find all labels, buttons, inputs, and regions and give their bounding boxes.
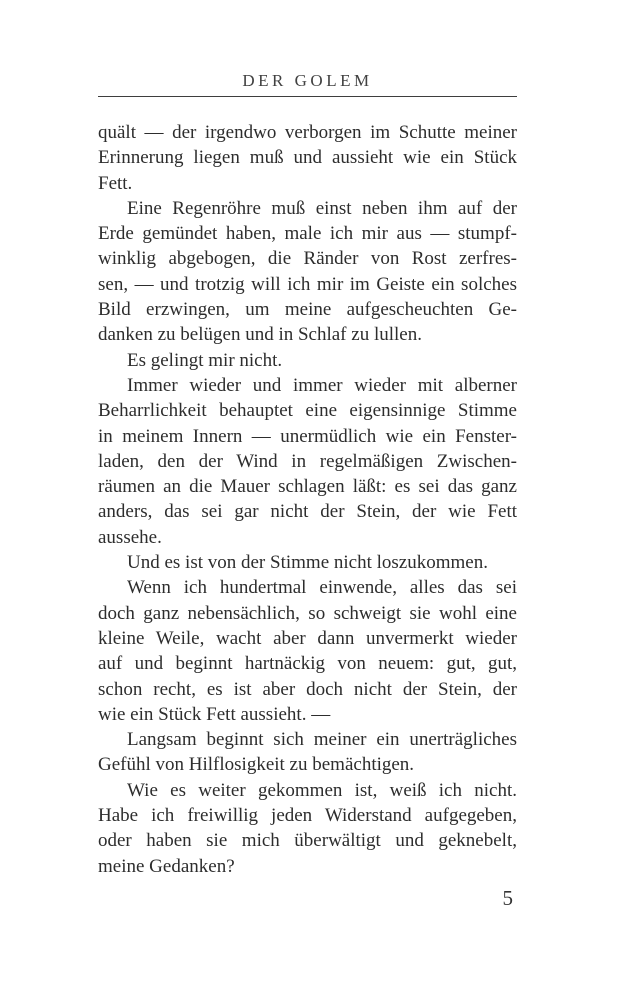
text-line: Immer wieder und immer wieder mit alberner xyxy=(127,374,517,396)
text-line: Bild erzwingen, um meine aufgescheuchten Ge- xyxy=(98,299,517,321)
text-line: quält — der irgendwo verborgen im Schutte meiner xyxy=(98,122,517,143)
text-line: Beharrlichkeit behauptet eine eigensinnige Stimme xyxy=(98,400,517,422)
text-line: Erinnerung liegen muß und aussieht wie ein Stück xyxy=(98,147,517,169)
text-line: meine Gedanken? xyxy=(98,855,235,877)
paragraph xyxy=(98,778,517,879)
text-line: laden, den der Wind in regelmäßigen Zwischen- xyxy=(98,450,517,472)
text-line: Gefühl von Hilflosigkeit zu bemächtigen. xyxy=(98,754,415,776)
text-line: Langsam beginnt sich meiner ein unerträgliches xyxy=(127,729,517,751)
text-line: danken zu belügen und in Schlaf zu lullen. xyxy=(98,324,422,346)
text-line: sen, — und trotzig will ich mir im Geiste ein solches xyxy=(98,273,517,295)
text-line: Habe ich freiwillig jeden Widerstand aufgegeben, xyxy=(98,805,517,827)
text-line: winklig abgebogen, die Ränder von Rost zerfres- xyxy=(98,248,517,270)
text-line: schon recht, es ist aber doch nicht der Stein, der xyxy=(98,678,517,700)
text-line: Wenn ich hundertmal einwende, alles das sei xyxy=(127,577,517,599)
body-text xyxy=(98,120,517,879)
paragraph xyxy=(98,348,517,373)
text-line: Erde gemündet haben, male ich mir aus — stumpf- xyxy=(98,223,517,245)
text-line: räumen an die Mauer schlagen läßt: es sei das ganz xyxy=(98,476,517,498)
text-line: Wie es weiter gekommen ist, weiß ich nicht. xyxy=(127,779,517,801)
text-line: kleine Weile, wacht aber dann unvermerkt wieder xyxy=(98,627,517,649)
running-header-title: DER GOLEM xyxy=(242,71,373,90)
text-line: Und es ist von der Stimme nicht loszukommen. xyxy=(127,552,488,574)
paragraph xyxy=(98,373,517,550)
paragraph xyxy=(98,120,517,196)
text-line: aussehe. xyxy=(98,526,162,548)
text-line: Eine Regenröhre muß einst neben ihm auf der xyxy=(127,197,517,219)
text-line: anders, das sei gar nicht der Stein, der wie Fett xyxy=(98,501,517,523)
paragraph xyxy=(98,196,517,348)
text-line: oder haben sie mich überwältigt und geknebelt, xyxy=(98,830,517,852)
text-line: wie ein Stück Fett aussieht. — xyxy=(98,703,331,725)
text-line: Fett. xyxy=(98,172,133,194)
text-line: doch ganz nebensächlich, so schweigt sie wohl eine xyxy=(98,602,517,624)
paragraph xyxy=(98,550,517,575)
text-line: in meinem Innern — unermüdlich wie ein Fenster- xyxy=(98,425,517,447)
page-number: 5 xyxy=(502,886,513,910)
header-rule xyxy=(98,96,517,97)
paragraph xyxy=(98,575,517,727)
text-line: auf und beginnt hartnäckig von neuem: gut, gut, xyxy=(98,653,517,675)
text-line: Es gelingt mir nicht. xyxy=(127,349,283,371)
paragraph xyxy=(98,727,517,778)
